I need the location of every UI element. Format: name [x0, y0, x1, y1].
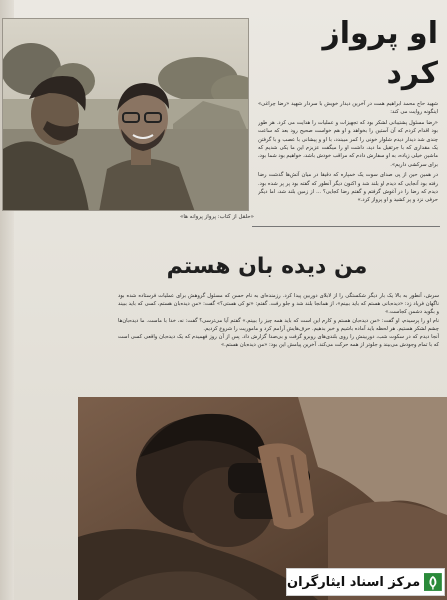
- article-paragraph: «رضا مسئول پشتیبانی لشکر بود که تجهیزات و عملیات را هدایت می کرد. هر طور بود اقدام کردم که آن آستین را بخواهد و او هم خواست صحیح رود بعد که ساعت چندی شد دیدار دیدم شلوار خونی را کمر میبندد، با او و پیشانی با عصب و با گرفتن یک مقداری که با جرثقیل ما دید، داشت او را میگفت عزیزم این ما یکی شدیم که ماشین خیلی زیاده، به او سفارش دادم که مراقب خودش باشد، خواهیم بود شما بود، برای سرکشی داریم».: [258, 119, 438, 168]
- divider: [252, 226, 440, 227]
- article-paragraph: در همین حین از پی صدای سوت یک خمپاره که دقیقا در میان آتش‌ها گذشت رضا رفته بود آنجایی که دیدم او بلند شد و اکنون دیگر آنطور که گفته بود پر پر شده بود. دیدم که رضا را در آغوش گرفتم و گفتم رضا کجایی؟ ... از زمین بلند شد، اما دیگر حرفی نزد و پر کشید و او پرواز کرد.»: [258, 172, 438, 204]
- soldiers-photo: [2, 18, 249, 211]
- article-body: [118, 292, 439, 392]
- archive-logo: [286, 568, 445, 596]
- article-paragraph: آنجا دیدم که در سکوت شب، دوربینش را روی بلندی‌های روبرو گرفت و بی‌صدا گزارش داد. پس از آن روز فهمیدم که یک دیده‌بان واقعی کسی است که با تمام وجودش می‌بیند و جلوتر از همه حرکت می‌کند. آخرین پیامش این بود: «من دیده‌بان هستم.»: [118, 334, 439, 349]
- article-title: من دیده بان هستم: [166, 254, 368, 279]
- tulip-icon: [424, 569, 442, 595]
- article-body: [258, 100, 438, 212]
- photo-credit: «حلقل از کتاب: پرواز پروانه ها»: [179, 214, 254, 220]
- article-title-line: او پرواز کرد: [322, 16, 438, 91]
- logo-text: مرکز اسناد ایثارگران: [287, 574, 421, 590]
- article-paragraph: نام او را پرسیدم، او گفت: «من دیده‌بان هستم و کارم این است که باید همه چیز را ببینم.» گفتم آیا می‌ترسی؟ گفت: نه، خدا با ماست. ما دیده‌بان‌ها چشم لشکر هستیم. هر لحظه باید آماده باشیم و خبر بدهیم. حرف‌هایش آرامم کرد و ماموریت را شروع کردیم.: [118, 317, 439, 332]
- article-paragraph: سرش، آنطور به بالا یک بار دیگر شکستگی را از لابلای دوربین پیدا کرد. رزمنده‌ای به نام حسن که مسئول گروهش برای عملیات فرستاده شده بود ناگهان فریاد زد: «دیده‌بانی هستم که باید ببینم»، از همانجا بلند شد و جلو رفت. گفتم: «تو کی هستی؟» گفت: «من دیده‌بان هستم، کسی که باید ببیند و بگوید دشمن کجاست.»: [118, 293, 439, 316]
- article-paragraph: شهید حاج محمد ابراهیم همت در آخرین دیدار خویش با سردار شهید «رضا چراغی» اینگونه روایت می کند:: [258, 101, 438, 116]
- article-title: [262, 14, 438, 100]
